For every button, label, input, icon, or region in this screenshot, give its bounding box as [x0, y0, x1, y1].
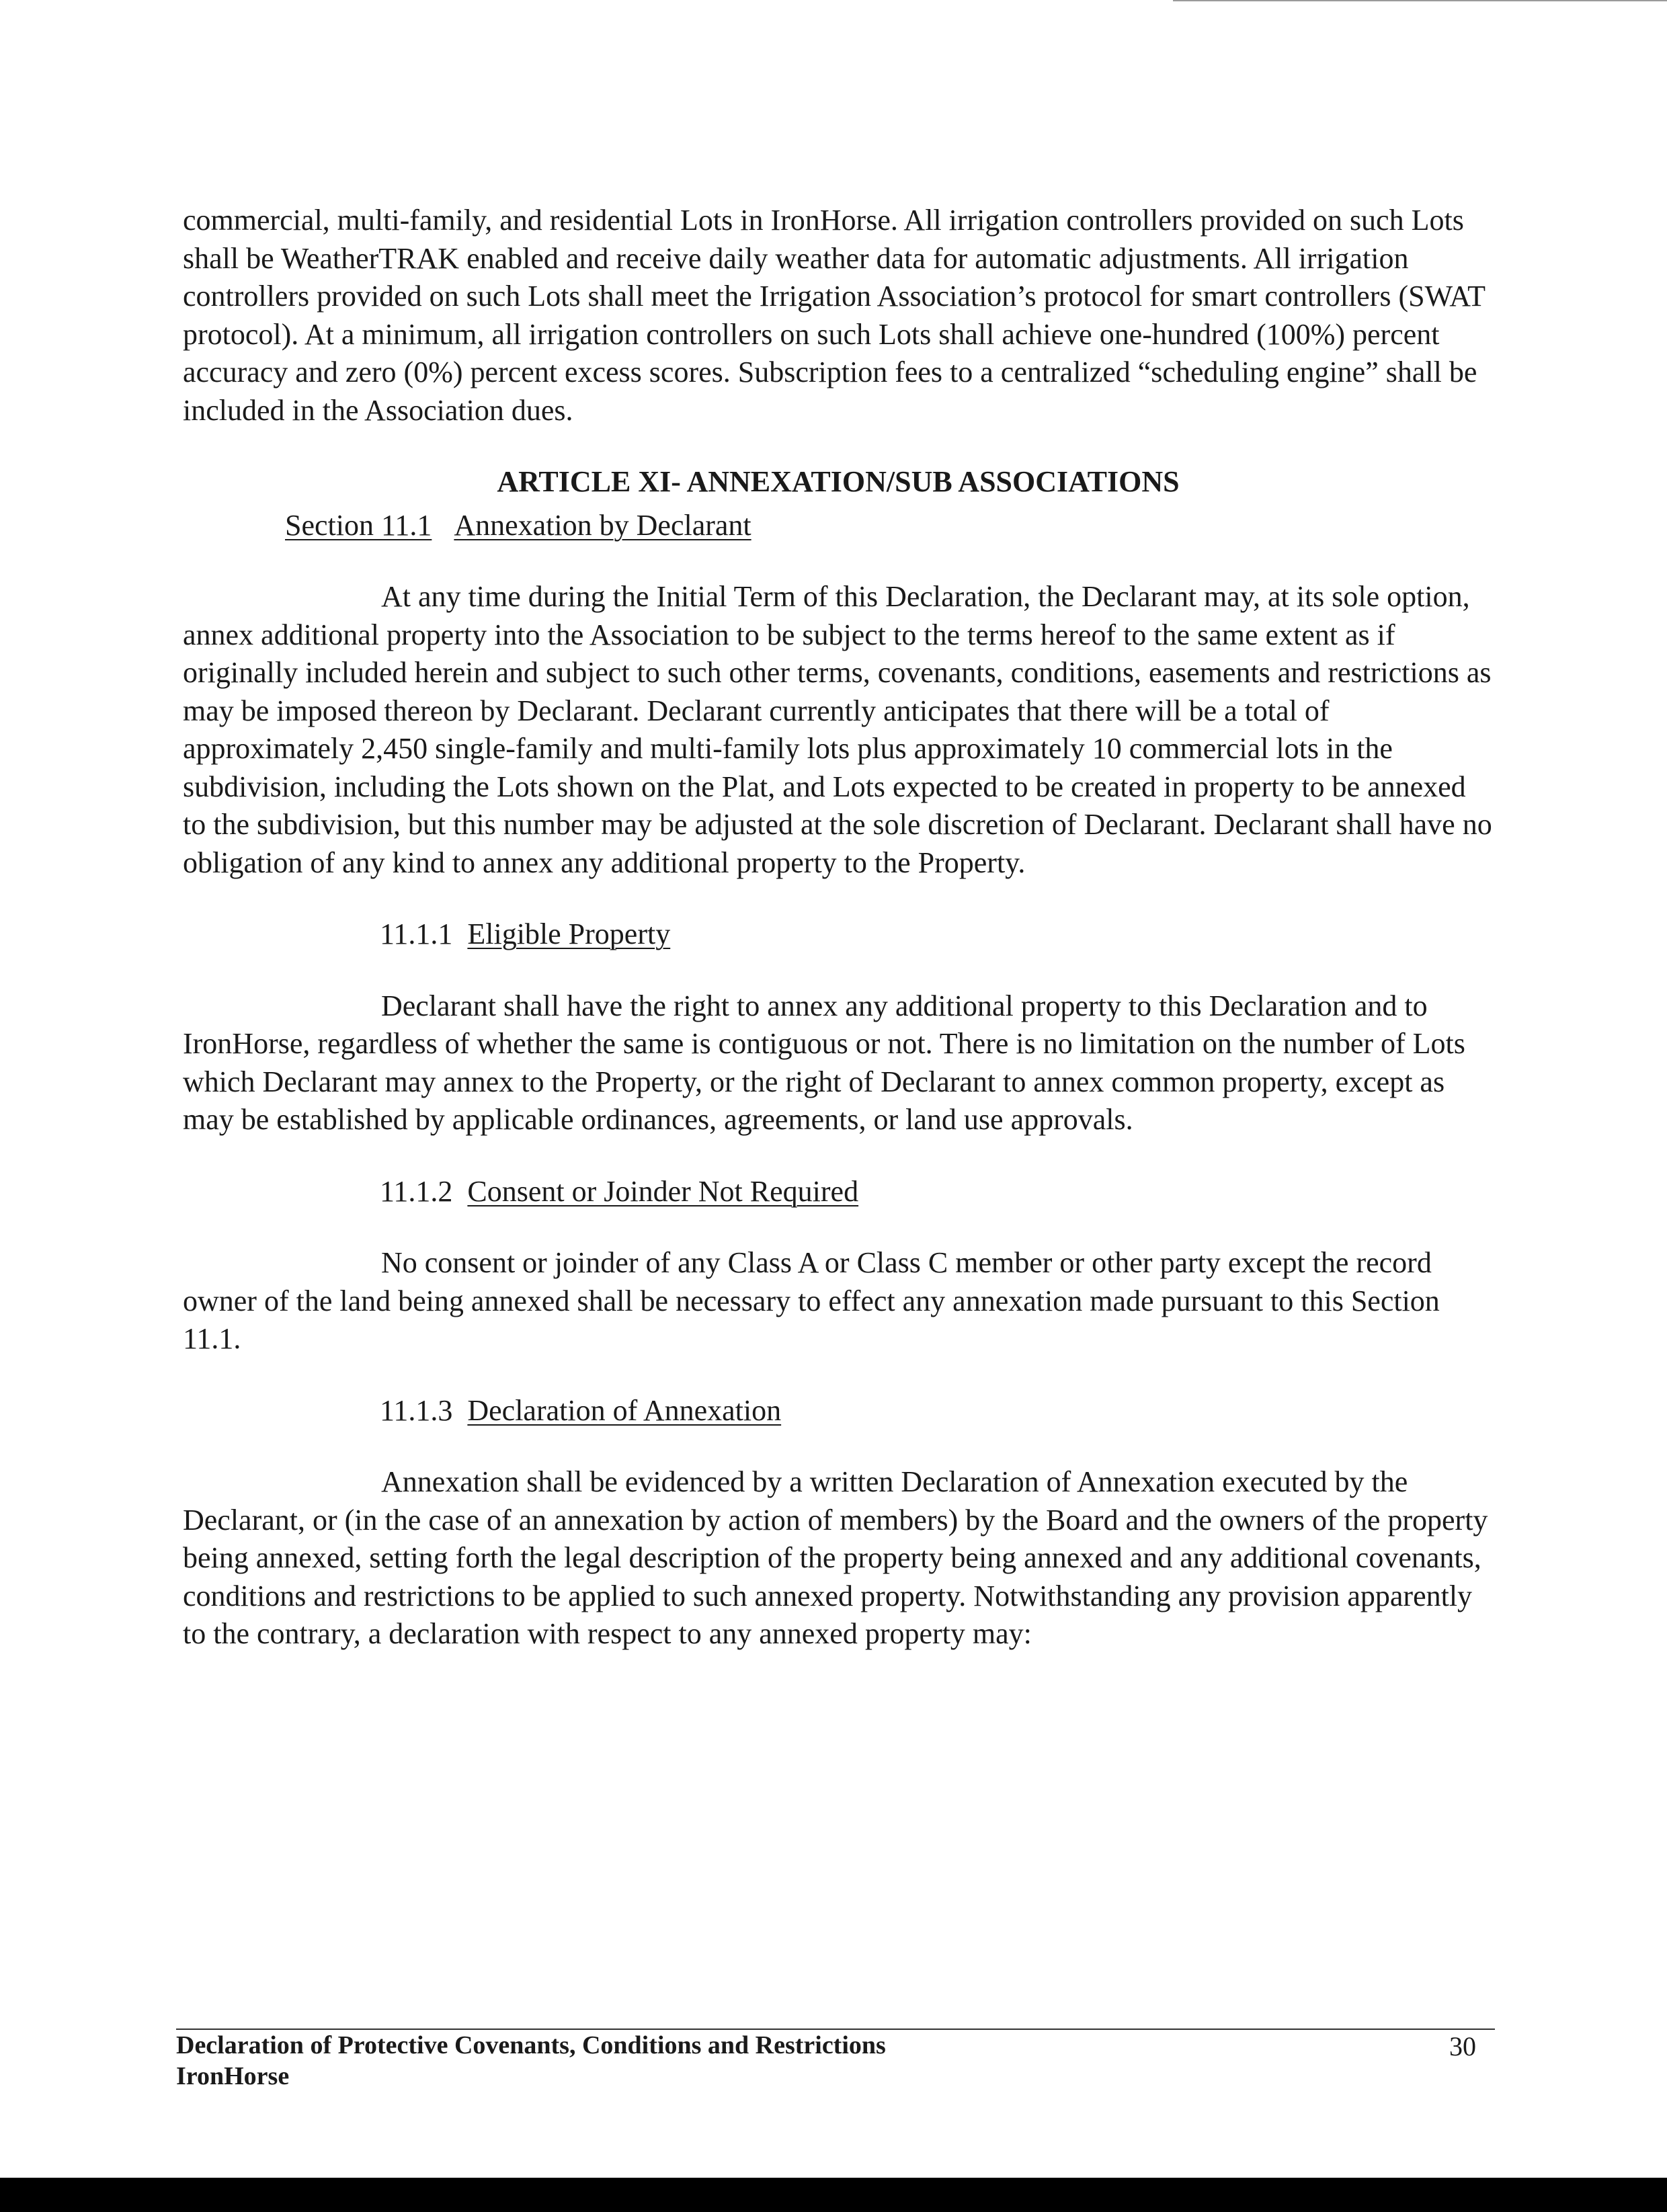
section-11-1-title: Annexation by Declarant	[454, 508, 751, 542]
subsection-11-1-3-heading	[183, 1392, 1494, 1430]
paragraph-irrigation-controllers: commercial, multi-family, and residential Lots in IronHorse. All irrigation controllers provided on such Lots shall be WeatherTRAK enabled and receive daily weather data for automatic adjustments. All irrigation controllers provided on such Lots shall meet the Irrigation Association’s protocol for smart controllers (SWAT protocol). At a minimum, all irrigation controllers on such Lots shall achieve one-hundred (100%) percent accuracy and zero (0%) percent excess scores. Subscription fees to a centralized “scheduling engine” shall be included in the Association dues.	[183, 204, 1486, 427]
page-footer	[176, 2030, 1495, 2092]
paragraph-declaration-of-annexation: Annexation shall be evidenced by a written Declaration of Annexation executed by the Declarant, or (in the case of an annexation by action of members) by the Board and the owners of the property being annexed, setting forth the legal description of the property being annexed and any additional covenants, conditions and restrictions to be applied to such annexed property. Notwithstanding any provision apparently to the contrary, a declaration with respect to any annexed property may:	[183, 1465, 1488, 1650]
paragraph-eligible-property: Declarant shall have the right to annex any additional property to this Declaration and to IronHorse, regardless of whether the same is contiguous or not. There is no limitation on the number of Lots which Declarant may annex to the Property, or the right of Declarant to annex common property, except as may be established by applicable ordinances, agreements, or land use approvals.	[183, 989, 1465, 1136]
paragraph-annexation-by-declarant: At any time during the Initial Term of this Declaration, the Declarant may, at its sole option, annex additional property into the Association to be subject to the terms hereof to the same extent as if originally included herein and subject to such other terms, covenants, conditions, easements and restrictions as may be imposed thereon by Declarant. Declarant currently anticipates that there will be a total of approximately 2,450 single-family and multi-family lots plus approximately 10 commercial lots in the subdivision, including the Lots shown on the Plat, and Lots expected to be created in property to be annexed to the subdivision, but this number may be adjusted at the sole discretion of Declarant. Declarant shall have no obligation of any kind to annex any additional property to the Property.	[183, 580, 1492, 879]
scan-bottom-edge	[0, 2178, 1667, 2212]
subsection-11-1-2-number: 11.1.2	[380, 1174, 453, 1208]
subsection-11-1-3-number: 11.1.3	[380, 1393, 453, 1427]
top-edge-rule	[1173, 0, 1667, 1]
section-11-1-heading	[183, 507, 1494, 545]
paragraph-consent-not-required: No consent or joinder of any Class A or Class C member or other party except the record owner of the land being annexed shall be necessary to effect any annexation made pursuant to this Section 11.1.	[183, 1246, 1440, 1355]
subsection-11-1-1-number: 11.1.1	[380, 917, 453, 950]
article-heading: ARTICLE XI- ANNEXATION/SUB ASSOCIATIONS	[497, 465, 1180, 498]
page-number: 30	[1449, 2031, 1476, 2061]
subsection-11-1-3-title: Declaration of Annexation	[467, 1393, 782, 1427]
document-body	[183, 202, 1494, 1653]
subsection-11-1-2-title: Consent or Joinder Not Required	[467, 1174, 859, 1208]
section-11-1-number: Section 11.1	[285, 508, 432, 542]
subsection-11-1-1-title: Eligible Property	[467, 917, 671, 950]
footer-document-title: Declaration of Protective Covenants, Conditions and Restrictions	[176, 2031, 886, 2059]
subsection-11-1-2-heading	[183, 1173, 1494, 1211]
subsection-11-1-1-heading	[183, 915, 1494, 954]
footer-project-name: IronHorse	[176, 2062, 290, 2090]
